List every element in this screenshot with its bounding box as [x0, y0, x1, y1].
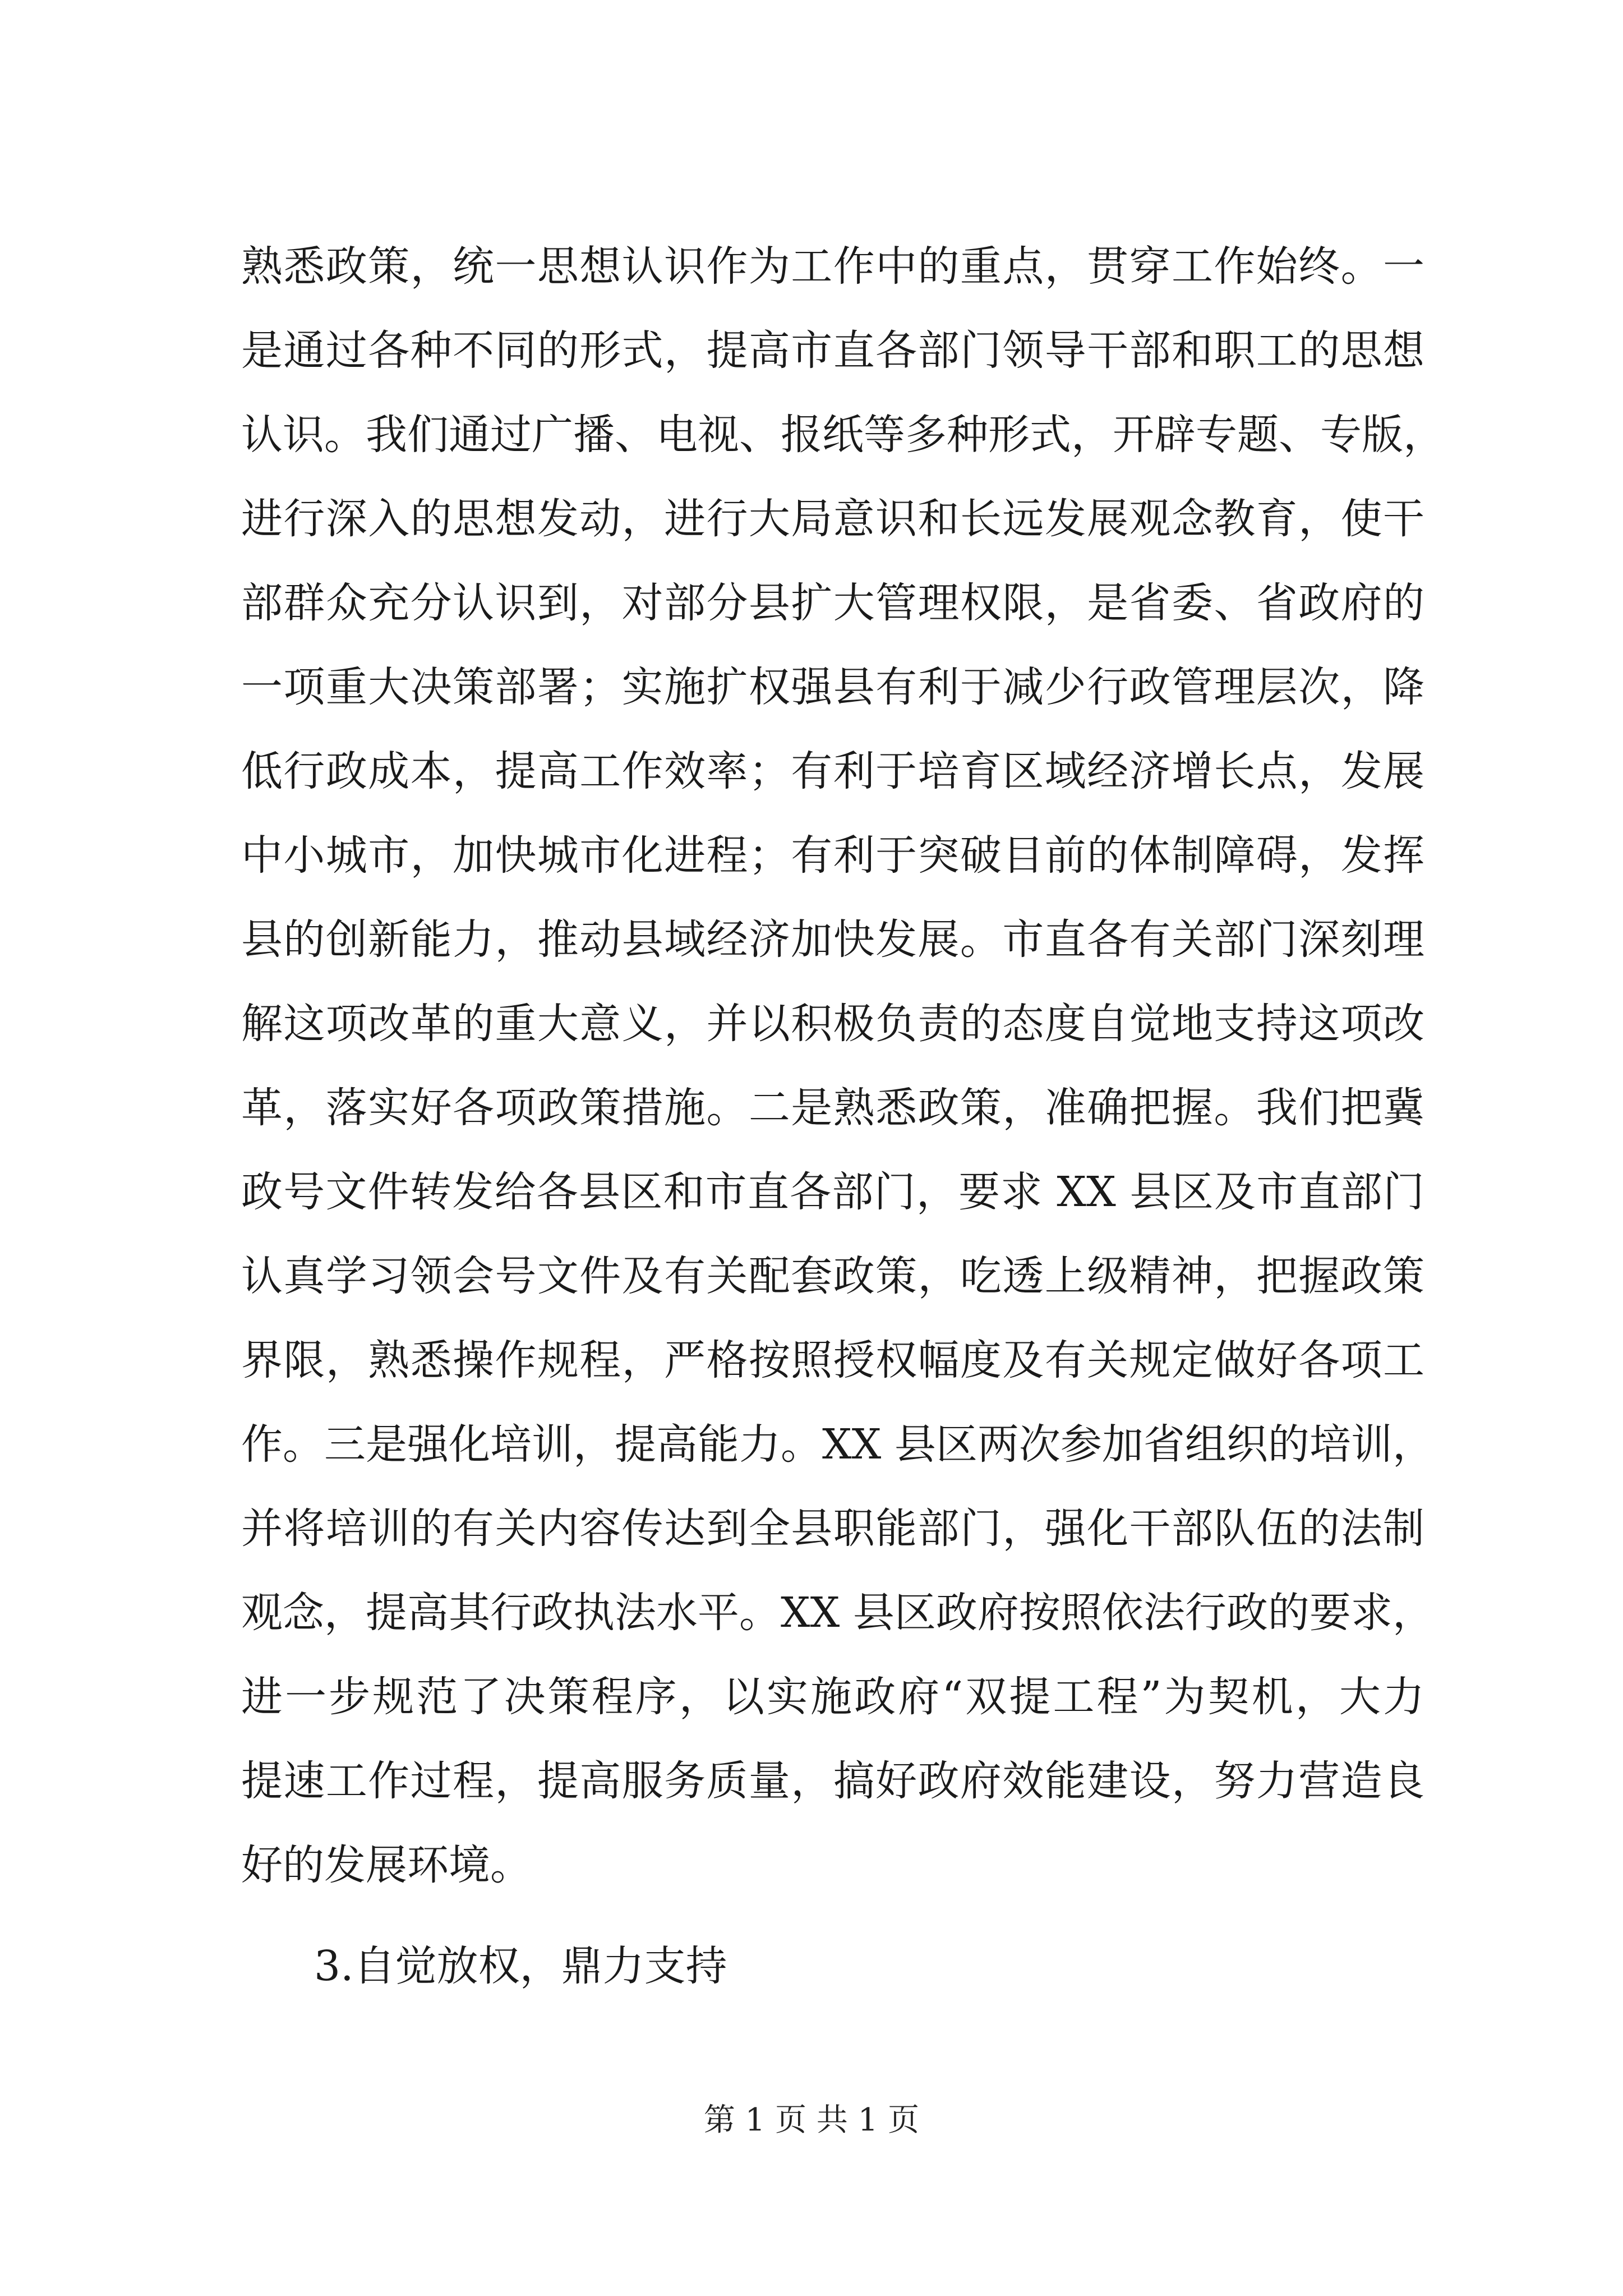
paragraph-line: 认真学习领会号文件及有关配套政策，吃透上级精神，把握政策 [241, 1252, 1424, 1300]
section-heading: 3.自觉放权，鼎力支持 [314, 1942, 727, 1990]
paragraph-line: 观念，提高其行政执法水平。XX 县区政府按照依法行政的要求， [241, 1589, 1434, 1637]
body-paragraph [241, 224, 1445, 1907]
paragraph-line: 县的创新能力，推动县域经济加快发展。市直各有关部门深刻理 [241, 915, 1424, 964]
paragraph-line: 作。三是强化培训，提高能力。XX 县区两次参加省组织的培训， [241, 1420, 1434, 1469]
paragraph-line: 提速工作过程，提高服务质量，搞好政府效能建设，努力营造良 [241, 1757, 1424, 1805]
paragraph-line: 一项重大决策部署；实施扩权强县有利于减少行政管理层次，降 [241, 663, 1424, 711]
paragraph-line: 界限，熟悉操作规程，严格按照授权幅度及有关规定做好各项工 [241, 1336, 1424, 1384]
paragraph-line: 部群众充分认识到，对部分县扩大管理权限，是省委、省政府的 [241, 579, 1424, 627]
paragraph-line: 革，落实好各项政策措施。二是熟悉政策，准确把握。我们把冀 [241, 1084, 1424, 1132]
paragraph-line: 解这项改革的重大意义，并以积极负责的态度自觉地支持这项改 [241, 1000, 1424, 1048]
paragraph-line: 认识。我们通过广播、电视、报纸等多种形式，开辟专题、专版， [241, 411, 1445, 459]
paragraph-line: 好的发展环境。 [241, 1841, 532, 1889]
paragraph-line: 进行深入的思想发动，进行大局意识和长远发展观念教育，使干 [241, 495, 1424, 543]
paragraph-line: 低行政成本，提高工作效率；有利于培育区域经济增长点，发展 [241, 747, 1424, 795]
paragraph-line: 熟悉政策，统一思想认识作为工作中的重点，贯穿工作始终。一 [241, 242, 1424, 291]
paragraph-line: 并将培训的有关内容传达到全县职能部门，强化干部队伍的法制 [241, 1504, 1424, 1553]
paragraph-line: 进一步规范了决策程序，以实施政府“双提工程”为契机，大力 [241, 1673, 1424, 1721]
paragraph-line: 是通过各种不同的形式，提高市直各部门领导干部和职工的思想 [241, 326, 1424, 375]
page-footer: 第 1 页 共 1 页 [703, 2102, 920, 2138]
paragraph-line: 中小城市，加快城市化进程；有利于突破目前的体制障碍，发挥 [241, 831, 1424, 880]
paragraph-line: 政号文件转发给各县区和市直各部门，要求 XX 县区及市直部门 [241, 1168, 1424, 1216]
